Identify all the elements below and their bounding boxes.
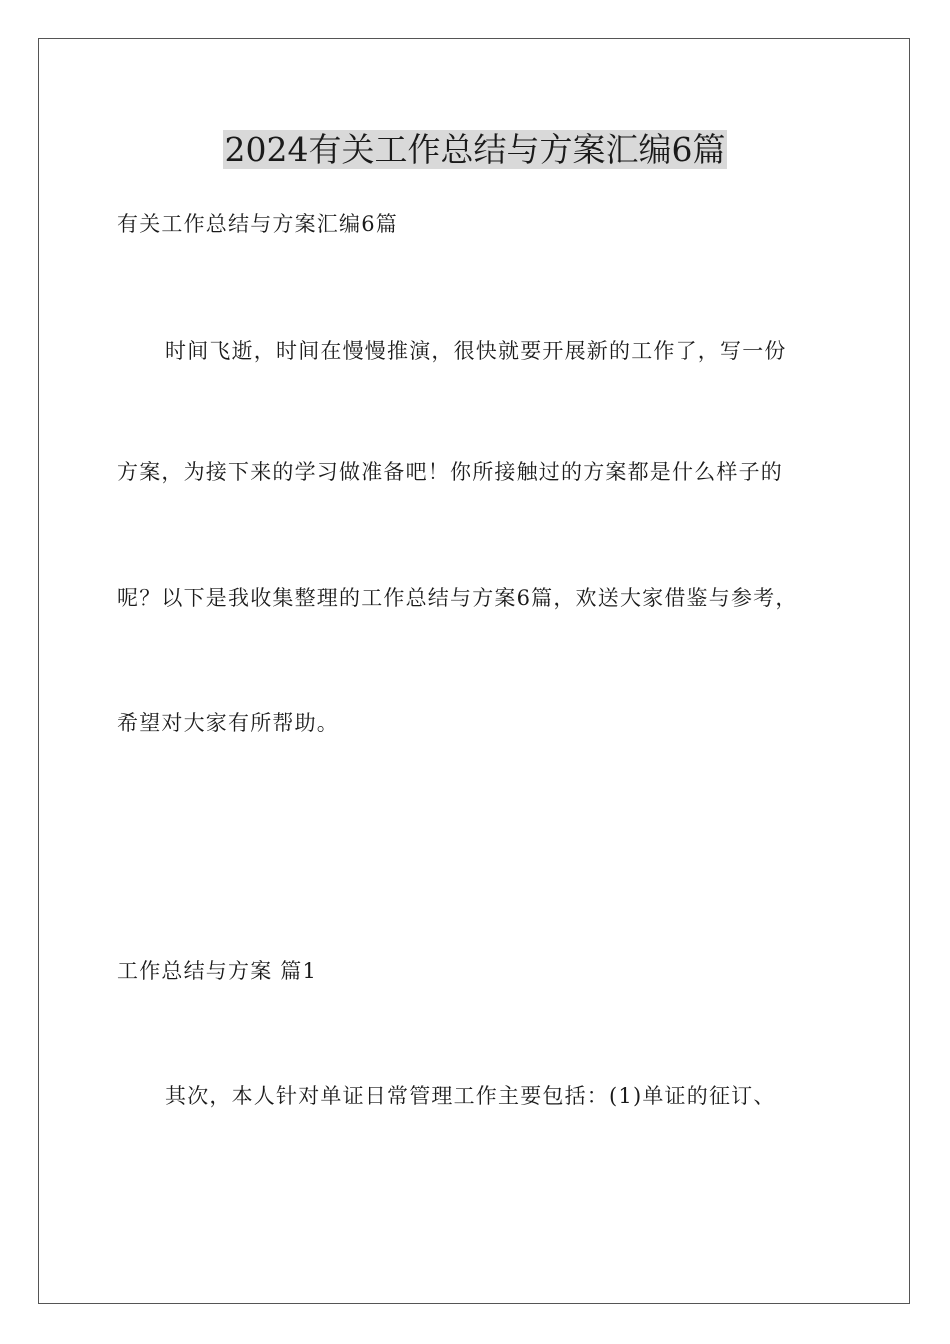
section-line: 其次，本人针对单证日常管理工作主要包括：(1)单证的征订、 — [165, 1084, 776, 1108]
intro-line: 时间飞逝，时间在慢慢推演，很快就要开展新的工作了，写一份 — [165, 339, 787, 363]
document-title-text: 2024有关工作总结与方案汇编6篇 — [224, 130, 726, 169]
document-title — [0, 128, 950, 172]
intro-line: 方案，为接下来的学习做准备吧！你所接触过的方案都是什么样子的 — [117, 460, 783, 484]
document-subtitle: 有关工作总结与方案汇编6篇 — [117, 212, 398, 236]
intro-line: 希望对大家有所帮助。 — [117, 711, 339, 735]
section-heading: 工作总结与方案 篇1 — [117, 959, 318, 983]
intro-line: 呢？以下是我收集整理的工作总结与方案6篇，欢送大家借鉴与参考， — [117, 586, 798, 610]
